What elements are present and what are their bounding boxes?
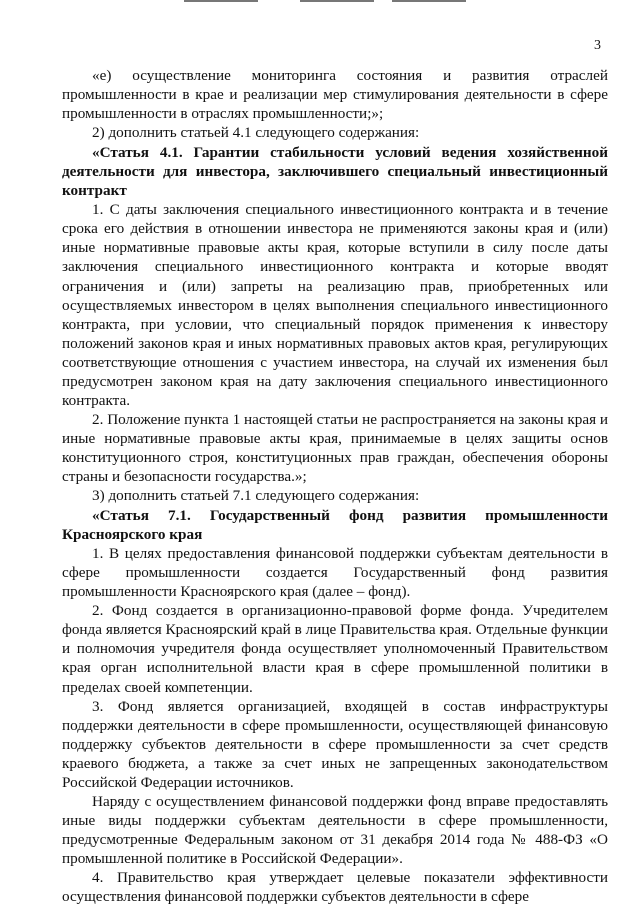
article-heading: «Статья 4.1. Гарантии стабильности условий ведения хозяйственной деятельности для инвестора, заключившего специальный инвестиционный контракт bbox=[62, 144, 608, 200]
paragraph: Наряду с осуществлением финансовой поддержки фонд вправе предоставлять иные виды поддержки субъектам деятельности в сфере промышленности, предусмотренные Федеральным законом от 31 декабря 2014 года № 488-ФЗ «О промышленной политике в Российской Федерации». bbox=[62, 792, 608, 867]
paragraph: 2. Положение пункта 1 настоящей статьи не распространяется на законы края и иные нормативные правовые акты края, принимаемые в целях защиты основ конституционного строя, конституционных прав граждан, обеспечения обороны страны и безопасности государства.»; bbox=[62, 410, 608, 485]
paragraph: 2) дополнить статьей 4.1 следующего содержания: bbox=[92, 124, 420, 142]
paragraph: 4. Правительство края утверждает целевые показатели эффективности осуществления финансовой поддержки субъектов деятельности в сфере bbox=[62, 868, 608, 906]
document-body bbox=[62, 66, 608, 906]
paragraph: 1. В целях предоставления финансовой поддержки субъектам деятельности в сфере промышленности создается Государственный фонд развития промышленности Красноярского края (далее – фонд). bbox=[62, 545, 608, 601]
paragraph: 2. Фонд создается в организационно-правовой форме фонда. Учредителем фонда является Красноярский край в лице Правительства края. Отдельные функции и полномочия учредителя фонда осуществляет уполномоченный Правительством края орган исполнительной власти края в сфере промышленной политики в пределах своей компетенции. bbox=[62, 602, 608, 696]
paragraph: 3. Фонд является организацией, входящей в состав инфраструктуры поддержки деятельности в сфере промышленности, осуществляющей финансовую поддержку субъектов деятельности в сфере промышленности за счет средств краевого бюджета, а также за счет иных не запрещенных законодательством Российской Федерации источников. bbox=[62, 697, 608, 791]
page-number: 3 bbox=[594, 38, 601, 53]
top-rule-middle bbox=[300, 0, 374, 2]
paragraph: «е) осуществление мониторинга состояния и развития отраслей промышленности в крае и реализации мер стимулирования деятельности в сфере промышленности в отраслях промышленности;»; bbox=[62, 67, 608, 123]
paragraph: 1. С даты заключения специального инвестиционного контракта и в течение срока его действия в отношении инвестора не применяются законы края и (или) иные нормативные правовые акты края, которые вступили в силу после даты заключения специального инвестиционного контракта и которые вводят ограничения и (или) запреты на реализацию прав, приобретенных или осуществляемых инвестором в целях выполнения специального инвестиционного контракта, при условии, что специальный порядок применения к инвестору положений законов края и иных нормативных правовых актов края, регулирующих соответствующие отношения с участием инвестора, на случай их изменения был предусмотрен законом края на дату заключения специального инвестиционного контракта. bbox=[62, 201, 608, 409]
top-rule-right bbox=[392, 0, 466, 2]
article-heading: «Статья 7.1. Государственный фонд развития промышленности Красноярского края bbox=[62, 507, 608, 544]
top-rule-left bbox=[184, 0, 258, 2]
paragraph: 3) дополнить статьей 7.1 следующего содержания: bbox=[92, 487, 420, 505]
